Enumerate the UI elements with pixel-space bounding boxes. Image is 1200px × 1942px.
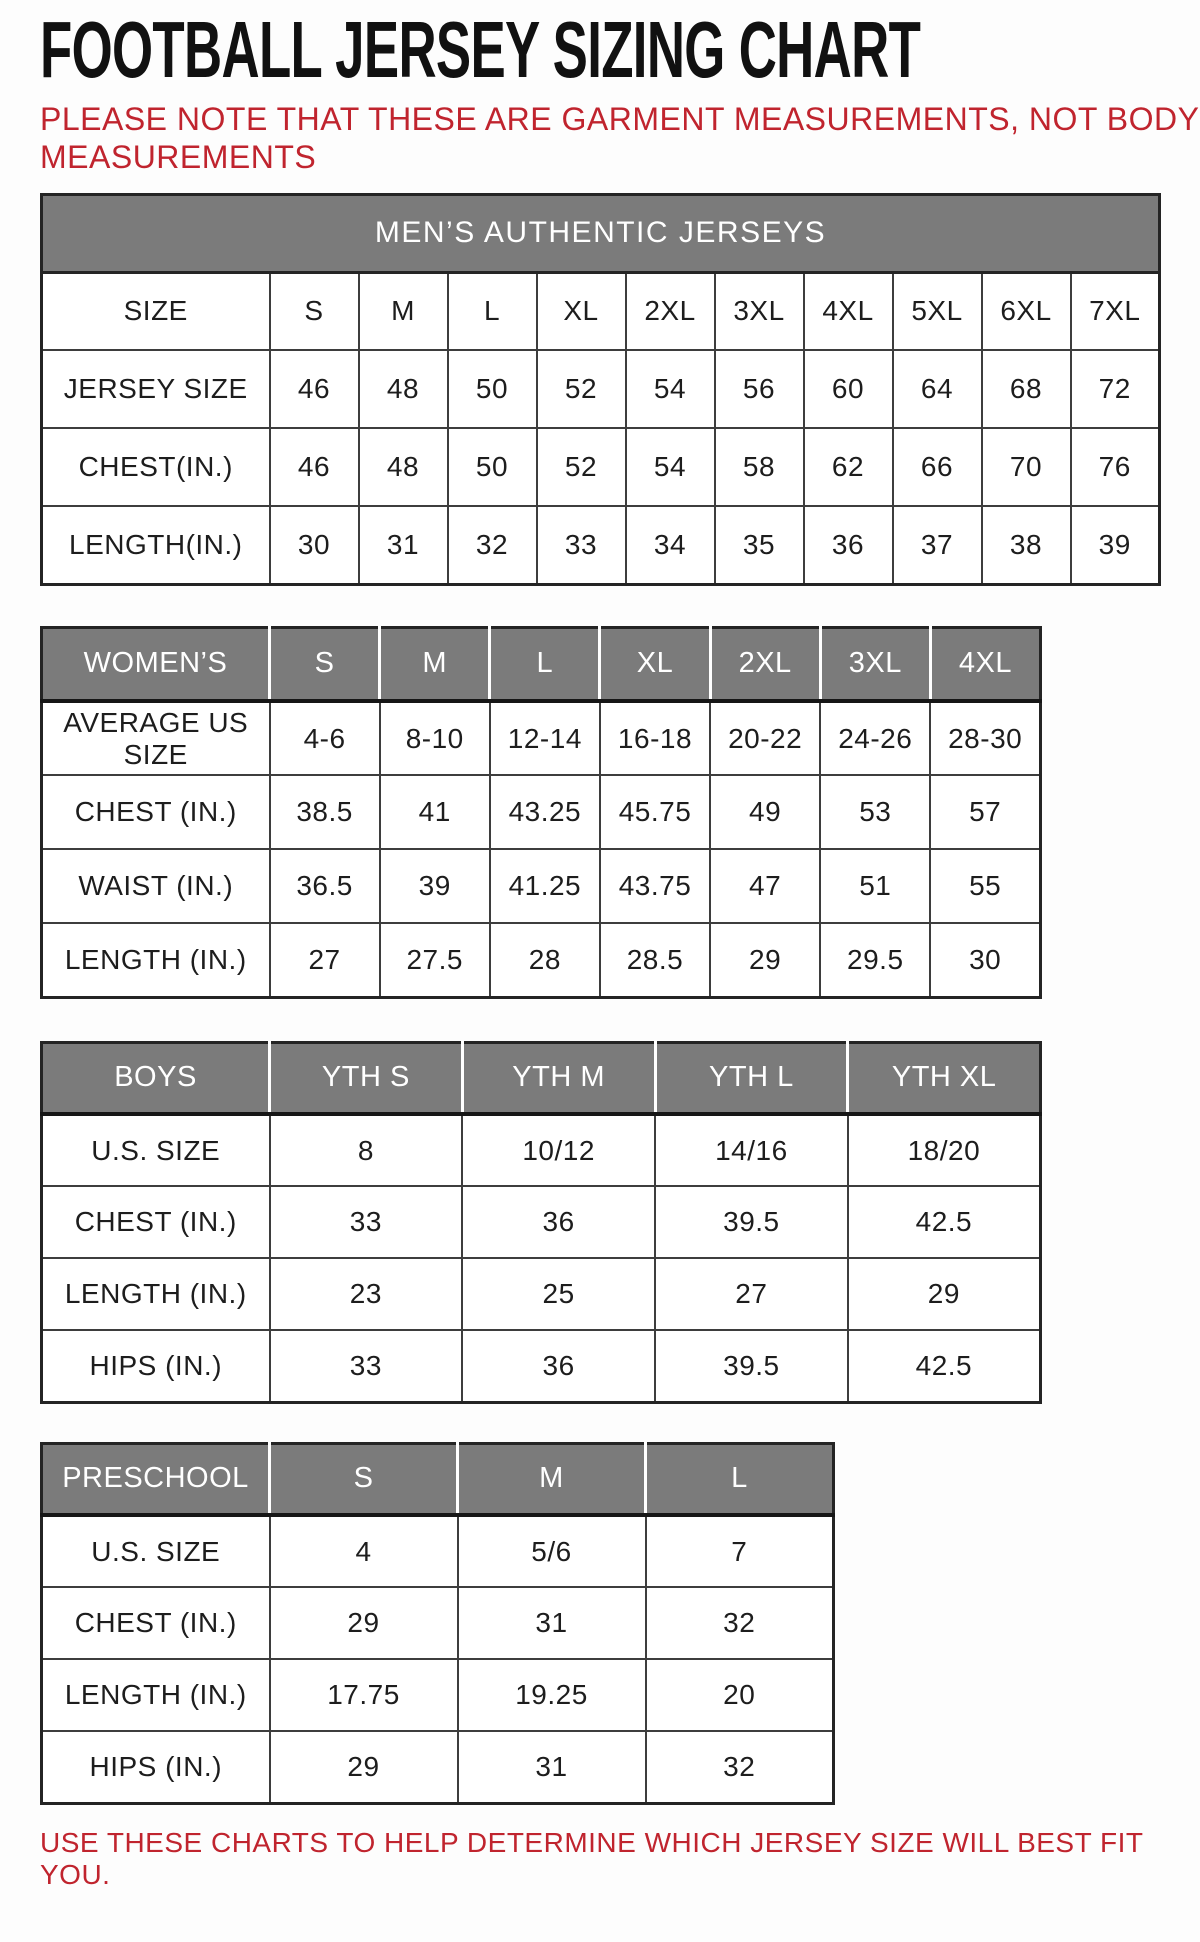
value-cell: 46	[270, 428, 359, 506]
value-cell: 16-18	[600, 701, 710, 775]
value-cell: 18/20	[848, 1114, 1041, 1186]
value-cell: 17.75	[270, 1659, 458, 1731]
value-cell: 35	[715, 506, 804, 584]
page-title-text: FOOTBALL JERSEY SIZING CHART	[40, 5, 921, 94]
womens-sizing-table	[40, 626, 1042, 999]
preschool-sizing-table	[40, 1442, 835, 1805]
value-cell: 24-26	[820, 701, 930, 775]
value-cell: 53	[820, 775, 930, 849]
value-cell: 33	[270, 1186, 463, 1258]
value-cell: 37	[893, 506, 982, 584]
value-cell: 33	[270, 1330, 463, 1402]
value-cell: 68	[982, 350, 1071, 428]
value-cell: 56	[715, 350, 804, 428]
size-column-header: 2XL	[710, 627, 820, 701]
table-row	[42, 1186, 1041, 1258]
value-cell: 55	[930, 849, 1040, 923]
value-cell: 50	[448, 350, 537, 428]
row-label: LENGTH (IN.)	[42, 1258, 270, 1330]
value-cell: 28.5	[600, 923, 710, 997]
value-cell: 66	[893, 428, 982, 506]
row-label: LENGTH (IN.)	[42, 923, 270, 997]
value-cell: 6XL	[982, 272, 1071, 350]
size-column-header: YTH M	[462, 1042, 655, 1114]
size-column-header: YTH XL	[848, 1042, 1041, 1114]
value-cell: 70	[982, 428, 1071, 506]
value-cell: 42.5	[848, 1330, 1041, 1402]
value-cell: 57	[930, 775, 1040, 849]
value-cell: 52	[537, 350, 626, 428]
value-cell: 23	[270, 1258, 463, 1330]
value-cell: 7	[646, 1515, 834, 1587]
value-cell: 14/16	[655, 1114, 848, 1186]
value-cell: 36.5	[270, 849, 380, 923]
value-cell: 39.5	[655, 1330, 848, 1402]
table-row	[42, 701, 1041, 775]
table-row	[42, 1258, 1041, 1330]
note-line-1: PLEASE NOTE THAT THESE ARE GARMENT MEASUREMENTS, NOT BODY	[40, 101, 1200, 137]
value-cell: 27	[655, 1258, 848, 1330]
table-row	[42, 1659, 834, 1731]
table-group-label: BOYS	[42, 1042, 270, 1114]
value-cell: M	[359, 272, 448, 350]
value-cell: 46	[270, 350, 359, 428]
row-label: CHEST(IN.)	[42, 428, 270, 506]
row-label: AVERAGE US SIZE	[42, 701, 270, 775]
value-cell: 30	[270, 506, 359, 584]
value-cell: 49	[710, 775, 820, 849]
size-column-header: XL	[600, 627, 710, 701]
value-cell: 33	[537, 506, 626, 584]
value-cell: S	[270, 272, 359, 350]
row-label: CHEST (IN.)	[42, 1587, 270, 1659]
table-header-row	[42, 1443, 834, 1515]
row-label: CHEST (IN.)	[42, 1186, 270, 1258]
value-cell: 50	[448, 428, 537, 506]
value-cell: 76	[1071, 428, 1160, 506]
value-cell: 60	[804, 350, 893, 428]
table-header-row	[42, 1042, 1041, 1114]
size-column-header: M	[458, 1443, 646, 1515]
mens-table-banner: MEN’S AUTHENTIC JERSEYS	[40, 193, 1161, 271]
table-group-label: WOMEN’S	[42, 627, 270, 701]
value-cell: 38	[982, 506, 1071, 584]
table-row	[42, 272, 1160, 350]
value-cell: 4	[270, 1515, 458, 1587]
page-title	[40, 5, 1200, 94]
value-cell: 27	[270, 923, 380, 997]
size-column-header: S	[270, 627, 380, 701]
value-cell: 25	[462, 1258, 655, 1330]
value-cell: 47	[710, 849, 820, 923]
value-cell: 29.5	[820, 923, 930, 997]
value-cell: 29	[270, 1587, 458, 1659]
size-column-header: YTH S	[270, 1042, 463, 1114]
value-cell: 4-6	[270, 701, 380, 775]
size-column-header: L	[646, 1443, 834, 1515]
value-cell: XL	[537, 272, 626, 350]
value-cell: 48	[359, 428, 448, 506]
table-row	[42, 775, 1041, 849]
value-cell: 52	[537, 428, 626, 506]
row-label: U.S. SIZE	[42, 1114, 270, 1186]
size-column-header: L	[490, 627, 600, 701]
value-cell: 5/6	[458, 1515, 646, 1587]
value-cell: 3XL	[715, 272, 804, 350]
value-cell: 34	[626, 506, 715, 584]
value-cell: 8	[270, 1114, 463, 1186]
size-column-header: 3XL	[820, 627, 930, 701]
value-cell: 29	[270, 1731, 458, 1803]
value-cell: 12-14	[490, 701, 600, 775]
row-label: JERSEY SIZE	[42, 350, 270, 428]
size-column-header: S	[270, 1443, 458, 1515]
size-column-header: M	[380, 627, 490, 701]
value-cell: 5XL	[893, 272, 982, 350]
row-label: LENGTH(IN.)	[42, 506, 270, 584]
value-cell: 20-22	[710, 701, 820, 775]
boys-sizing-table	[40, 1041, 1042, 1404]
value-cell: 27.5	[380, 923, 490, 997]
value-cell: 20	[646, 1659, 834, 1731]
value-cell: 32	[448, 506, 537, 584]
value-cell: 39	[380, 849, 490, 923]
row-label: WAIST (IN.)	[42, 849, 270, 923]
row-label: LENGTH (IN.)	[42, 1659, 270, 1731]
value-cell: 28	[490, 923, 600, 997]
table-row	[42, 1587, 834, 1659]
footer-note: USE THESE CHARTS TO HELP DETERMINE WHICH JERSEY SIZE WILL BEST FIT YOU.	[40, 1826, 1143, 1890]
size-column-header: 4XL	[930, 627, 1040, 701]
value-cell: 2XL	[626, 272, 715, 350]
value-cell: 32	[646, 1731, 834, 1803]
table-group-label: PRESCHOOL	[42, 1443, 270, 1515]
garment-measurements-note	[40, 100, 1200, 177]
value-cell: 31	[458, 1731, 646, 1803]
note-line-2: MEASUREMENTS	[40, 139, 317, 176]
row-label: CHEST (IN.)	[42, 775, 270, 849]
value-cell: 4XL	[804, 272, 893, 350]
table-row	[42, 350, 1160, 428]
row-label: SIZE	[42, 272, 270, 350]
value-cell: 43.25	[490, 775, 600, 849]
size-column-header: YTH L	[655, 1042, 848, 1114]
value-cell: L	[448, 272, 537, 350]
value-cell: 36	[462, 1330, 655, 1402]
value-cell: 64	[893, 350, 982, 428]
value-cell: 38.5	[270, 775, 380, 849]
row-label: U.S. SIZE	[42, 1515, 270, 1587]
value-cell: 51	[820, 849, 930, 923]
value-cell: 48	[359, 350, 448, 428]
value-cell: 43.75	[600, 849, 710, 923]
value-cell: 31	[359, 506, 448, 584]
table-row	[42, 1330, 1041, 1402]
value-cell: 58	[715, 428, 804, 506]
value-cell: 54	[626, 350, 715, 428]
value-cell: 31	[458, 1587, 646, 1659]
value-cell: 8-10	[380, 701, 490, 775]
row-label: HIPS (IN.)	[42, 1330, 270, 1402]
value-cell: 41	[380, 775, 490, 849]
table-row	[42, 923, 1041, 997]
value-cell: 42.5	[848, 1186, 1041, 1258]
value-cell: 36	[804, 506, 893, 584]
value-cell: 62	[804, 428, 893, 506]
table-row	[42, 1731, 834, 1803]
value-cell: 41.25	[490, 849, 600, 923]
value-cell: 72	[1071, 350, 1160, 428]
value-cell: 54	[626, 428, 715, 506]
mens-sizing-table	[40, 271, 1161, 586]
row-label: HIPS (IN.)	[42, 1731, 270, 1803]
value-cell: 36	[462, 1186, 655, 1258]
value-cell: 29	[848, 1258, 1041, 1330]
table-row	[42, 428, 1160, 506]
value-cell: 32	[646, 1587, 834, 1659]
table-row	[42, 1515, 834, 1587]
value-cell: 10/12	[462, 1114, 655, 1186]
table-header-row	[42, 627, 1041, 701]
value-cell: 45.75	[600, 775, 710, 849]
table-row	[42, 1114, 1041, 1186]
value-cell: 19.25	[458, 1659, 646, 1731]
value-cell: 28-30	[930, 701, 1040, 775]
table-row	[42, 506, 1160, 584]
value-cell: 39	[1071, 506, 1160, 584]
value-cell: 7XL	[1071, 272, 1160, 350]
table-row	[42, 849, 1041, 923]
value-cell: 30	[930, 923, 1040, 997]
value-cell: 29	[710, 923, 820, 997]
value-cell: 39.5	[655, 1186, 848, 1258]
